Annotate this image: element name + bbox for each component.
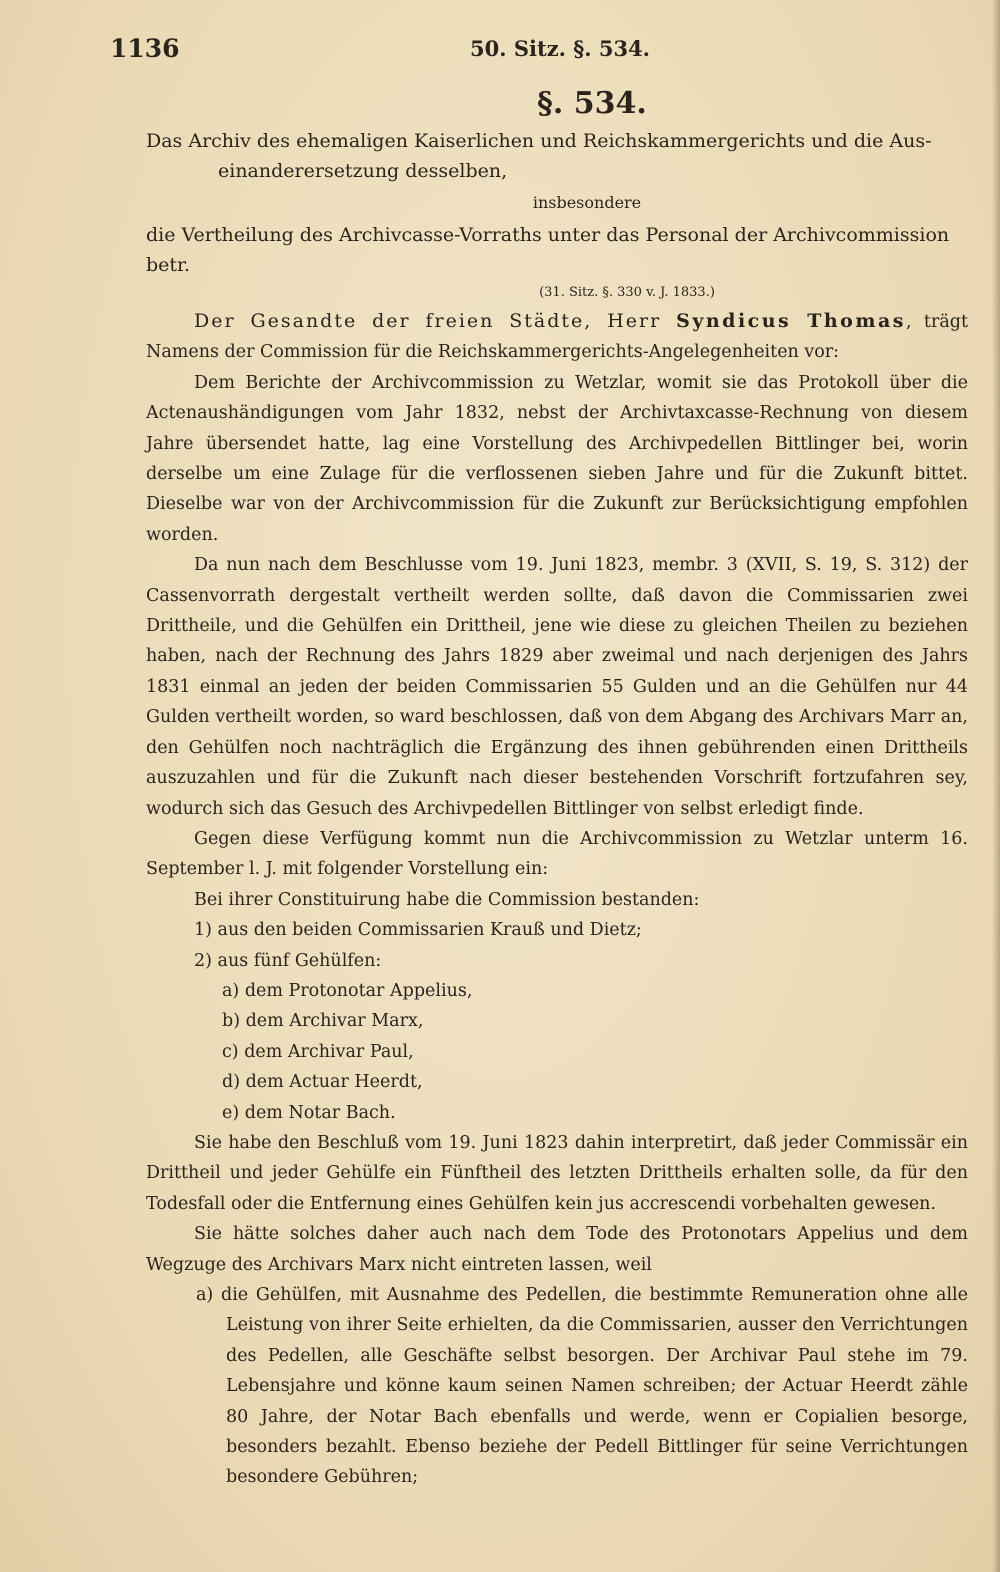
lead-speaker-name: Syndicus Thomas <box>676 310 906 332</box>
list-item: 2) aus fünf Gehülfen: <box>194 950 382 971</box>
paragraph-1: Dem Berichte der Archivcommission zu Wetzlar, womit sie das Protokoll über die Actenaushändigungen vom Jahr 1832, nebst der Archivtaxcasse-Rechnung von diesem Jahre übersendet hatte, lag eine Vorstellung des Archivpedellen Bittlinger bei, worin derselbe um eine Zulage für die verflossenen sieben Jahre und für die Zukunft bittet. Dieselbe war von der Archivcommission für die Zukunft zur Berücksichtigung empfohlen worden. <box>146 372 968 545</box>
members-list <box>146 915 968 976</box>
section-title-line-1: Das Archiv des ehemaligen Kaiserlichen und Reichskammergerichts und die Aus- <box>146 130 932 152</box>
list-item: a) dem Protonotar Appelius, <box>222 980 473 1001</box>
list-item: c) dem Archivar Paul, <box>222 1041 414 1062</box>
assistants-list <box>146 976 968 1128</box>
section-reference: (31. Sitz. §. 330 v. J. 1833.) <box>539 285 715 300</box>
section-title <box>146 126 968 186</box>
paragraph-3: Gegen diese Verfügung kommt nun die Archivcommission zu Wetzlar unterm 16. September l. J. mit folgender Vorstellung ein: <box>146 828 968 880</box>
paragraph-2: Da nun nach dem Beschlusse vom 19. Juni 1823, membr. 3 (XVII, S. 19, S. 312) der Cassenvorrath dergestalt vertheilt werden sollte, daß davon die Commissarien zwei Drittheile, und die Gehülfen ein Drittheil, jene wie diese zu gleichen Theilen zu beziehen haben, nach der Rechnung des Jahrs 1829 aber zweimal und nach derjenigen des Jahrs 1831 einmal an jeden der beiden Commissarien 55 Gulden und an die Gehülfen nur 44 Gulden vertheilt worden, so ward beschlossen, daß von dem Abgang des Archivars Marr an, den Gehülfen noch nachträglich die Ergänzung des ihnen gebührenden einen Drittheils auszuzahlen und für die Zukunft nach dieser bestehenden Vorschrift fortzufahren sey, wodurch sich das Gesuch des Archivpedellen Bittlinger von selbst erledigt finde. <box>146 555 968 819</box>
page-content <box>146 82 968 1493</box>
list-item: d) dem Actuar Heerdt, <box>222 1072 423 1093</box>
paragraph-6: Sie hätte solches daher auch nach dem Tode des Protonotars Appelius und dem Wegzuge des Archivars Marx nicht eintreten lassen, weil <box>146 1224 968 1275</box>
section-title-line-2: einanderersetzung desselben, <box>218 160 508 182</box>
list-item: e) dem Notar Bach. <box>222 1102 396 1123</box>
section-subtitle: die Vertheilung des Archivcasse-Vorraths unter das Personal der Archivcommission betr. <box>146 224 950 276</box>
insbesondere-label: insbesondere <box>532 193 642 212</box>
lead-text: , trägt Namens der Commission für die Reichskammergerichts-Angelegenheiten vor: <box>146 312 968 363</box>
lead-paragraph <box>146 306 968 368</box>
section-number: §. 534. <box>537 86 647 121</box>
lead-speaker: Der Gesandte der freien Städte, Herr <box>194 310 677 332</box>
page-number: 1136 <box>110 34 180 63</box>
page-edge-shadow <box>992 0 1000 1572</box>
paragraph-7: a) die Gehülfen, mit Ausnahme des Pedellen, die bestimmte Remuneration ohne alle Leistung von ihrer Seite erhielten, da die Commissarien, ausser den Verrichtungen des Pedellen, alle Geschäfte selbst besorgen. Der Archivar Paul stehe im 79. Lebensjahre und könne kaum seinen Namen schreiben; der Actuar Heerdt zähle 80 Jahre, der Notar Bach ebenfalls und werde, wenn er Copialien besorge, besonders bezahlt. Ebenso beziehe der Pedell Bittlinger für seine Verrichtungen besondere Gebühren; <box>196 1285 968 1488</box>
list-item: b) dem Archivar Marx, <box>222 1011 424 1032</box>
page-header <box>110 34 960 74</box>
running-head: 50. Sitz. §. 534. <box>470 36 650 61</box>
paragraph-5: Sie habe den Beschluß vom 19. Juni 1823 dahin interpretirt, daß jeder Commissär ein Drittheil und jeder Gehülfe ein Fünftheil des letzten Drittheils erhalten solle, da für den Todesfall oder die Entfernung eines Gehülfen kein jus accrescendi vorbehalten gewesen. <box>146 1132 968 1214</box>
list-item: 1) aus den beiden Commissarien Krauß und Dietz; <box>194 920 642 941</box>
paragraph-4: Bei ihrer Constituirung habe die Commission bestanden: <box>194 889 700 910</box>
